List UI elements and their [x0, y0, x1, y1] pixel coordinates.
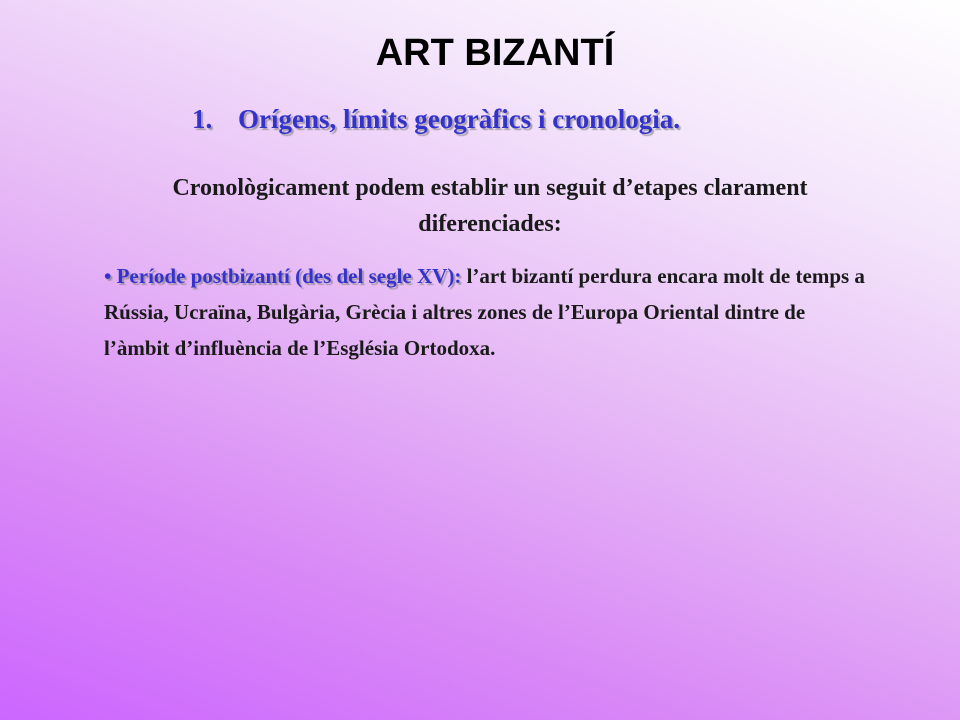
intro-text: Cronològicament podem establir un seguit d’etapes clarament diferenciades: [172, 175, 808, 237]
bullet-paragraph [104, 258, 874, 366]
bullet-text: l’art bizantí perdura encara molt de temps a Rússia, Ucraïna, Bulgària, Grècia i altres zones de l’Europa Oriental dintre de l’àmbit d’influència de l’Església Ortodoxa. [104, 264, 865, 360]
section-heading [192, 104, 680, 135]
bullet-term: • Període postbizantí (des del segle XV): [104, 264, 462, 288]
section-heading-text: Orígens, límits geogràfics i cronologia. [238, 104, 680, 134]
slide-title: ART BIZANTÍ [375, 32, 615, 74]
section-number: 1. [192, 104, 213, 134]
